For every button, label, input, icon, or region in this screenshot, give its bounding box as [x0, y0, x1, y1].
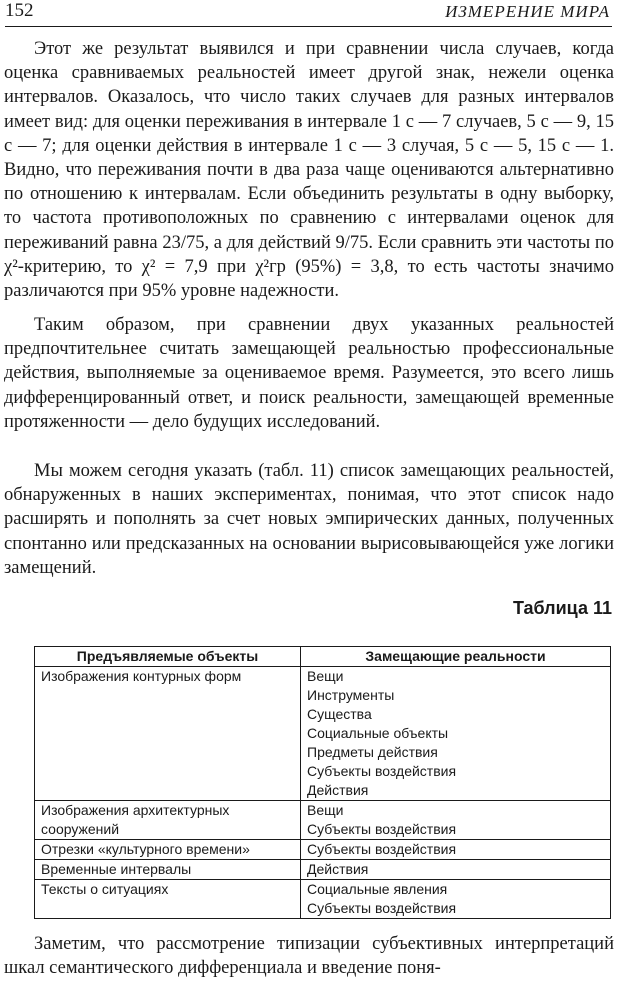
object-cell: Временные интервалы: [35, 860, 301, 880]
reality-item: Действия: [307, 861, 369, 877]
running-title: ИЗМЕРЕНИЕ МИРА: [445, 2, 610, 21]
table-row: [35, 880, 611, 919]
table-caption: Таблица 11: [512, 598, 612, 618]
column-header-realities: Замещающие реальности: [301, 647, 611, 667]
reality-item: Субъекты воздействия: [307, 900, 457, 916]
reality-item: Субъекты воздействия: [307, 821, 457, 837]
paragraph-1-block: [4, 37, 614, 303]
reality-item: Инструменты: [307, 687, 395, 703]
paragraph-4: Заметим, что рассмотрение типизации субъективных интерпретаций шкал семантического дифференциала и введение поня-: [4, 934, 614, 979]
reality-item: Предметы действия: [307, 744, 438, 760]
realities-cell: [301, 667, 611, 801]
table-header-row: [35, 647, 611, 667]
reality-item: Социальные явления: [307, 881, 448, 897]
realities-cell: [301, 840, 611, 860]
reality-item: Существа: [307, 706, 372, 722]
header-rule: [5, 26, 612, 27]
table-row: [35, 801, 611, 840]
reality-item: Вещи: [307, 802, 344, 818]
table-row: [35, 840, 611, 860]
paragraph-3-block: [4, 459, 614, 580]
table-row: [35, 667, 611, 801]
column-header-objects: Предъявляемые объекты: [35, 647, 301, 667]
reality-item: Субъекты воздействия: [307, 841, 457, 857]
table-row: [35, 860, 611, 880]
paragraph-1: Этот же результат выявился и при сравнении числа случаев, когда оценка сравниваемых реальностей имеет другой знак, нежели оценка интервалов. Оказалось, что число таких случаев для разных интервалов имеет вид: для оценки переживания в интервале 1 c — 7 случаев, 5 c — 9, 15 c — 7; для оценки действия в интервале 1 c — 3 случая, 5 c — 5, 15 c — 1. Видно, что переживания почти в два раза чаще оцениваются альтернативно по отношению к интервалам. Если объединить результаты в одну выборку, то частота противоположных по сравнению с интервалами оценок для переживаний равна 23/75, а для действий 9/75. Если сравнить эти частоты по χ²-критерию, то χ² = 7,9 при χ²гр (95%) = 3,8, то есть частоты значимо различаются при 95% уровне надежности.: [4, 39, 614, 302]
paragraph-3: Мы можем сегодня указать (табл. 11) список замещающих реальностей, обнаруженных в наших экспериментах, понимая, что этот список надо расширять и пополнять за счет новых эмпирических данных, полученных спонтанно или предсказанных на основании вырисовывающейся уже логики замещений.: [4, 461, 614, 578]
object-cell: Отрезки «культурного времени»: [35, 840, 301, 860]
realities-cell: [301, 801, 611, 840]
reality-item: Действия: [307, 782, 369, 798]
realities-cell: [301, 860, 611, 880]
paragraph-2: Таким образом, при сравнении двух указанных реальностей предпочтительнее считать замещающей реальностью профессиональные действия, выполняемые за оцениваемое время. Разумеется, это всего лишь дифференцированный ответ, и поиск реальности, замещающей временные протяженности — дело будущих исследований.: [4, 315, 614, 432]
object-cell: Тексты о ситуациях: [35, 880, 301, 919]
object-cell: Изображения контурных форм: [35, 667, 301, 801]
realities-cell: [301, 880, 611, 919]
object-cell: Изображения архитектурных сооружений: [35, 801, 301, 840]
reality-item: Субъекты воздействия: [307, 763, 457, 779]
page-number: 152: [5, 0, 34, 21]
reality-item: Вещи: [307, 668, 344, 684]
reality-item: Социальные объекты: [307, 725, 449, 741]
substitution-table: [34, 646, 611, 919]
paragraph-4-block: [4, 932, 614, 980]
paragraph-2-block: [4, 313, 614, 434]
